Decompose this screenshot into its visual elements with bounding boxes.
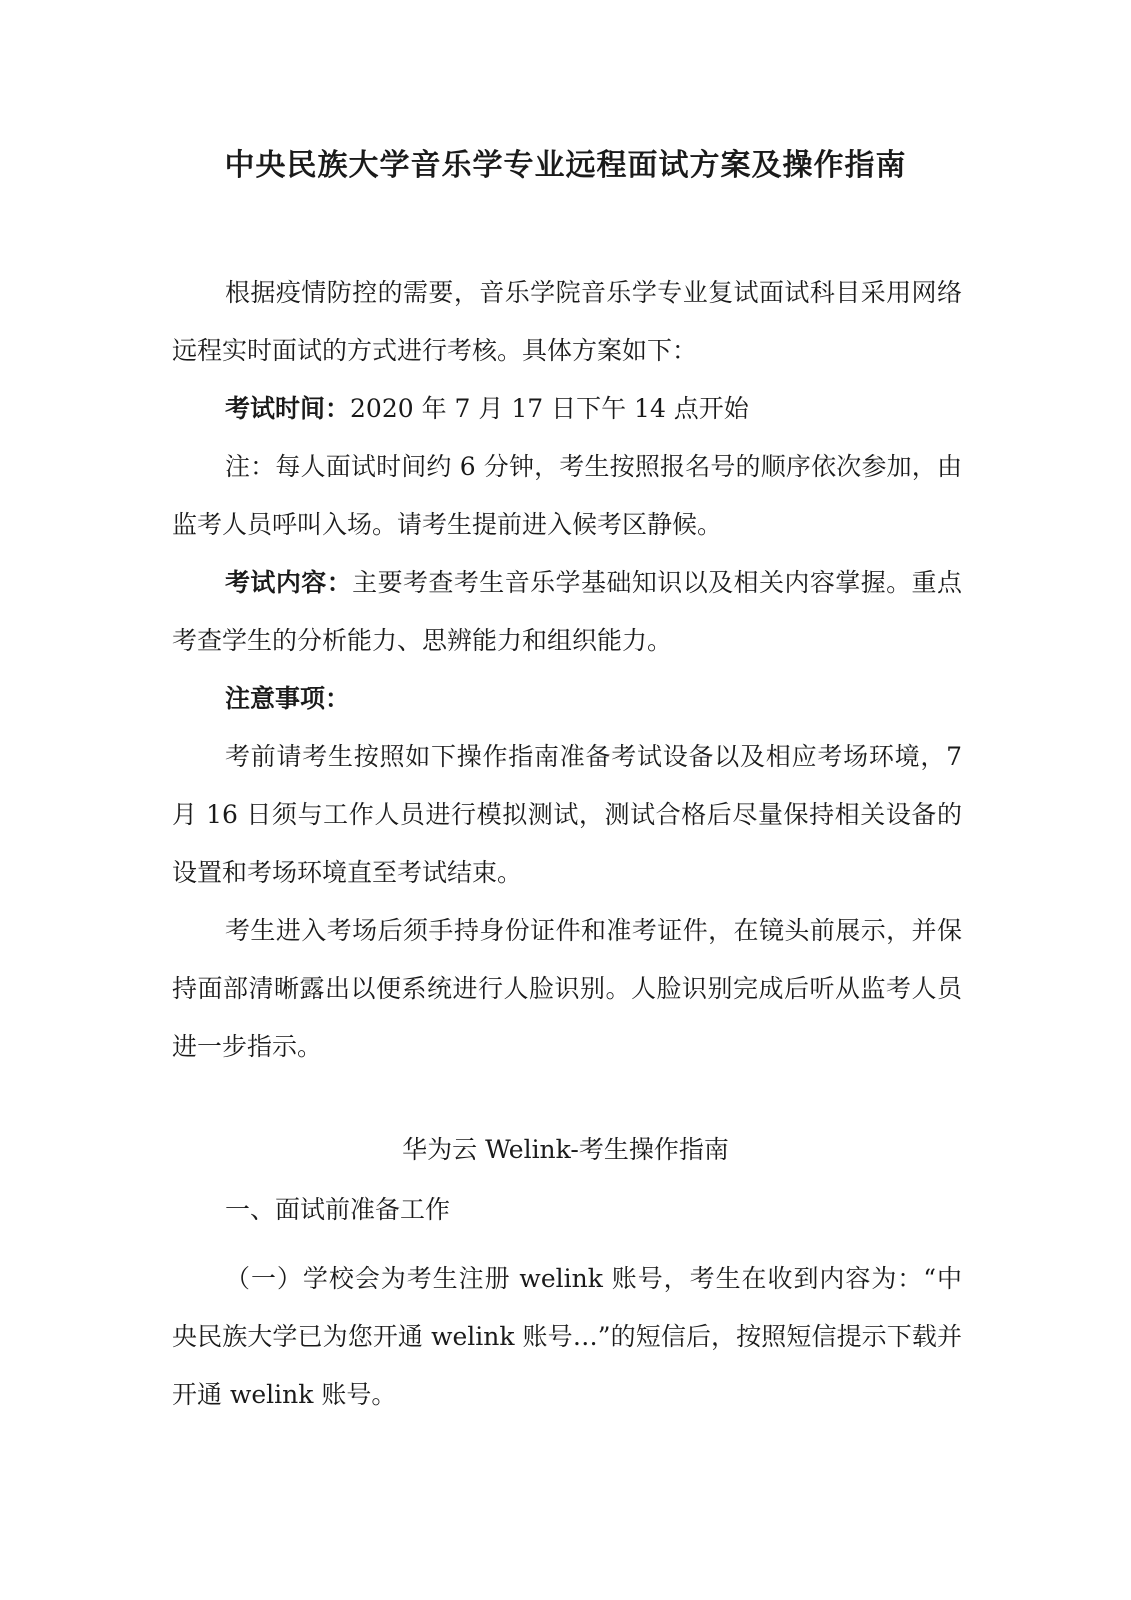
exam-content-value: 主要考查考生音乐学基础知识以及相关内容掌握。重点考查学生的分析能力、思辨能力和组织能力。 — [172, 568, 962, 655]
section-one-heading: 一、面试前准备工作 — [225, 1195, 451, 1224]
document-title: 中央民族大学音乐学专业远程面试方案及操作指南 — [224, 148, 907, 183]
document-body — [172, 264, 962, 1076]
exam-content-label: 考试内容： — [225, 568, 353, 597]
exam-time-paragraph — [172, 380, 962, 438]
section-one-body — [172, 1250, 962, 1424]
section-one-paragraph-1: （一）学校会为考生注册 welink 账号，考生在收到内容为：“中央民族大学已为您开通 welink 账号…”的短信后，按照短信提示下载并开通 welink 账号。 — [172, 1264, 962, 1409]
notice-heading: 注意事项： — [225, 684, 351, 713]
exam-content-paragraph — [172, 554, 962, 670]
note-paragraph: 注：每人面试时间约 6 分钟，考生按照报名号的顺序依次参加，由监考人员呼叫入场。请考生提前进入候考区静候。 — [172, 452, 962, 539]
exam-time-label: 考试时间： — [225, 394, 351, 423]
exam-time-value: 2020 年 7 月 17 日下午 14 点开始 — [350, 394, 749, 423]
guide-title: 华为云 Welink-考生操作指南 — [402, 1135, 729, 1164]
notice-paragraph-2: 考生进入考场后须手持身份证件和准考证件，在镜头前展示，并保持面部清晰露出以便系统进行人脸识别。人脸识别完成后听从监考人员进一步指示。 — [172, 916, 962, 1061]
intro-paragraph: 根据疫情防控的需要，音乐学院音乐学专业复试面试科目采用网络远程实时面试的方式进行考核。具体方案如下： — [172, 278, 962, 365]
notice-paragraph-1: 考前请考生按照如下操作指南准备考试设备以及相应考场环境，7 月 16 日须与工作人员进行模拟测试，测试合格后尽量保持相关设备的设置和考场环境直至考试结束。 — [172, 742, 962, 887]
